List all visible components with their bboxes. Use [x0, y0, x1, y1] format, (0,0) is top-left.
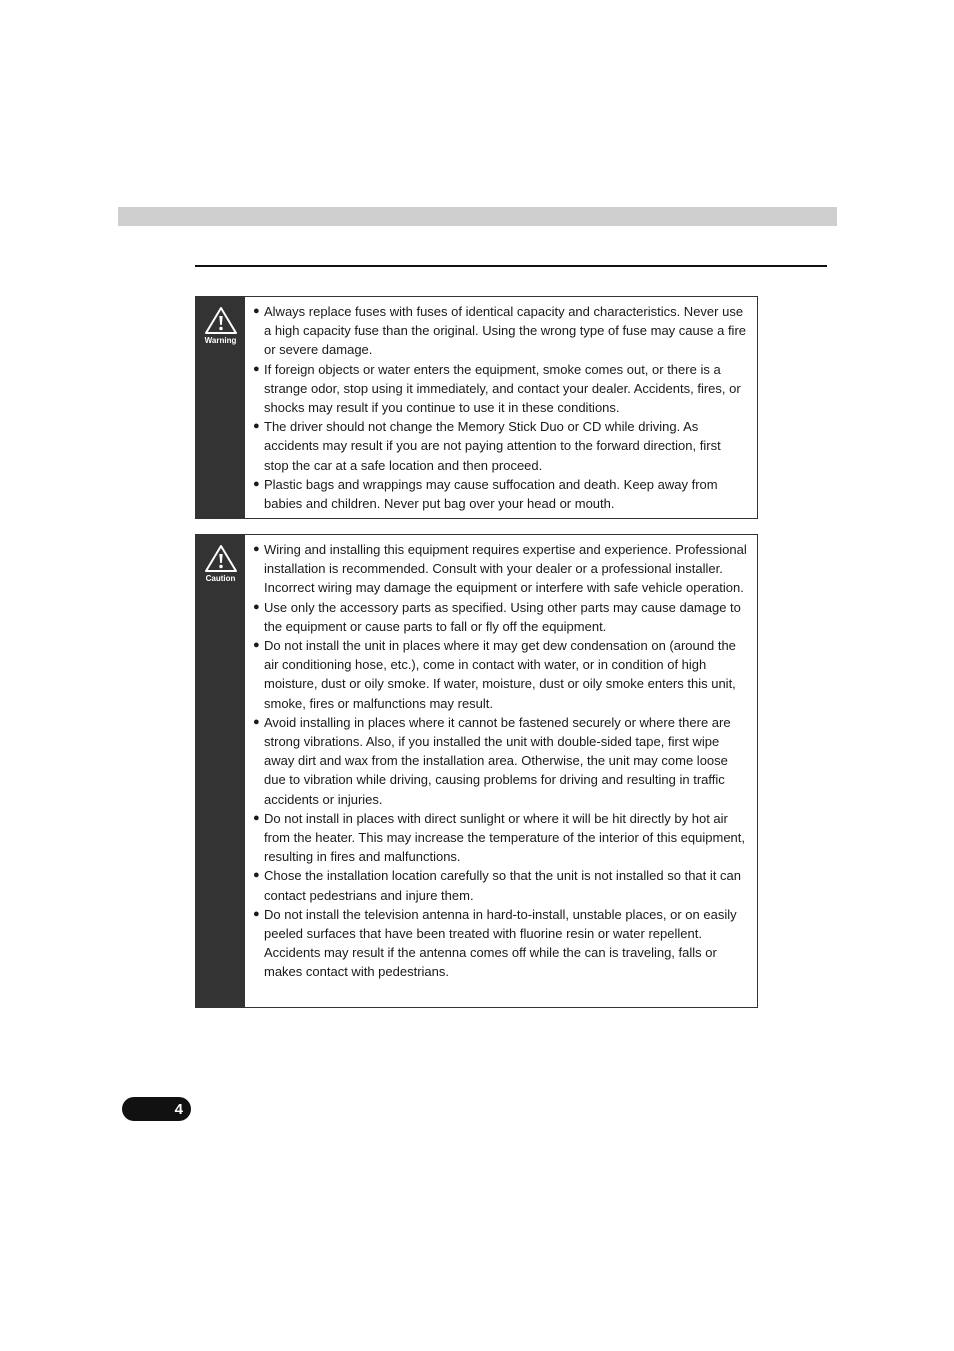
list-item: ● Always replace fuses with fuses of identical capacity and characteristics. Never use a high capacity fuse than the original. Using the wrong type of fuse may cause a fire or severe damage. — [253, 302, 747, 360]
page-number-tab — [122, 1097, 191, 1121]
warning-list — [245, 297, 757, 518]
list-item: ● Plastic bags and wrappings may cause suffocation and death. Keep away from babies and children. Never put bag over your head or mouth. — [253, 475, 747, 513]
warning-triangle-icon — [204, 306, 238, 336]
bullet-icon: ● — [253, 811, 260, 824]
bullet-icon: ● — [253, 639, 260, 652]
bullet-icon: ● — [253, 600, 260, 613]
caution-triangle-icon — [204, 544, 238, 574]
warning-box — [195, 296, 758, 519]
caution-box — [195, 534, 758, 1008]
bullet-icon: ● — [253, 543, 260, 555]
list-item: ● The driver should not change the Memory Stick Duo or CD while driving. As accidents may result if you are not paying attention to the forward direction, first stop the car at a safe location and then proceed. — [253, 417, 747, 475]
bullet-icon: ● — [253, 907, 260, 920]
caution-label: Caution — [205, 574, 236, 583]
list-item: ● If foreign objects or water enters the equipment, smoke comes out, or there is a strange odor, stop using it immediately, and contact your dealer. Accidents, fires, or shocks may result if you continue to use it in these conditions. — [253, 360, 747, 418]
list-item: ● Chose the installation location carefully so that the unit is not installed so that it can contact pedestrians and injure them. — [253, 866, 747, 904]
bullet-icon: ● — [253, 477, 260, 490]
list-item: ● Do not install the unit in places where it may get dew condensation on (around the air conditioning hose, etc.), come in contact with water, or in condition of high moisture, dust or oily smoke. If water, moisture, dust or oily smoke enters this unit, smoke, fires or malfunctions may result. — [253, 636, 747, 713]
warning-label: Warning — [204, 336, 237, 345]
bullet-icon: ● — [253, 420, 260, 433]
list-item: ● Do not install in places with direct sunlight or where it will be hit directly by hot air from the heater. This may increase the temperature of the interior of this equipment, resulting in fires and malfunctions. — [253, 809, 747, 867]
bullet-icon: ● — [253, 869, 260, 882]
list-item: ● Use only the accessory parts as specified. Using other parts may cause damage to the equipment or cause parts to fall or fly off the equipment. — [253, 598, 747, 636]
bullet-icon: ● — [253, 305, 260, 317]
list-item: ● Do not install the television antenna in hard-to-install, unstable places, or on easily peeled surfaces that have been treated with fluorine resin or water repellent. Accidents may result if the antenna comes off while the can is traveling, falls or makes contact with pedestrians. — [253, 905, 747, 982]
bullet-icon: ● — [253, 715, 260, 728]
bullet-icon: ● — [253, 362, 260, 375]
list-item: ● Avoid installing in places where it cannot be fastened securely or where there are strong vibrations. Also, if you installed the unit with double-sided tape, first wipe away dirt and wax from the installation area. Otherwise, the unit may come loose due to vibration while driving, causing problems for driving and resulting in traffic accidents or injuries. — [253, 713, 747, 809]
section-rule — [195, 265, 827, 267]
header-band — [118, 207, 837, 226]
page-number: 4 — [174, 1100, 183, 1118]
caution-side-strip — [196, 535, 245, 1007]
caution-list — [245, 535, 757, 1007]
list-item: ● Wiring and installing this equipment requires expertise and experience. Professional installation is recommended. Consult with your dealer or a professional installer. Incorrect wiring may damage the equipment or interfere with safe vehicle operation. — [253, 540, 747, 598]
warning-side-strip — [196, 297, 245, 518]
